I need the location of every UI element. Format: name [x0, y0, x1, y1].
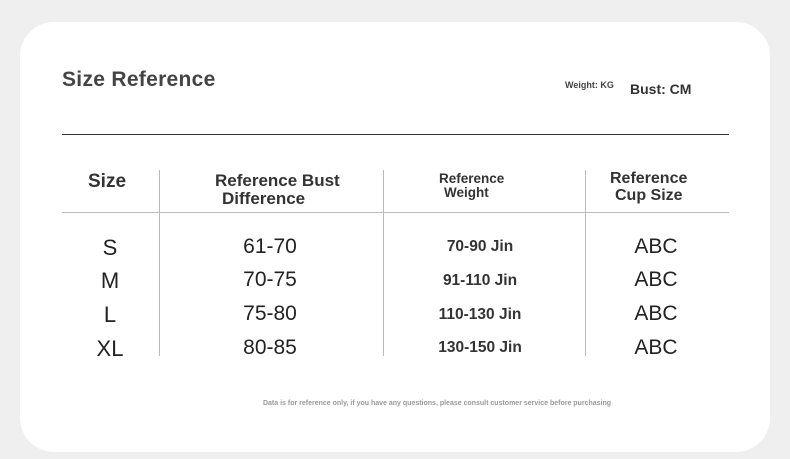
cell-weight: 110-130 Jin: [438, 306, 522, 323]
cell-cup: ABC: [634, 235, 678, 258]
header-reference-weight: [439, 172, 504, 200]
column-divider: [383, 170, 384, 356]
header-bust-line2: Difference: [222, 188, 306, 208]
header-cup-line2: Cup Size: [615, 186, 683, 204]
cell-size: L: [103, 302, 117, 327]
cell-size: S: [102, 235, 118, 260]
cell-weight: 70-90 Jin: [446, 238, 514, 255]
header-bust-line1: Reference Bust: [215, 171, 340, 190]
cell-weight: 91-110 Jin: [442, 272, 518, 289]
bust-unit-label: Bust: CM: [630, 81, 692, 97]
header-size: Size: [88, 171, 127, 192]
cell-cup: ABC: [634, 302, 678, 325]
cell-bust: 80-85: [243, 336, 297, 359]
cell-size: XL: [96, 336, 124, 361]
cell-bust: 75-80: [243, 302, 297, 325]
cell-bust: 70-75: [243, 268, 297, 291]
column-divider: [159, 170, 160, 356]
header-weight-line2: Weight: [444, 185, 489, 201]
title-divider: [62, 134, 729, 135]
header-cup-line1: Reference: [610, 170, 688, 187]
weight-unit-label: Weight: KG: [565, 80, 614, 90]
cell-size: M: [100, 268, 120, 293]
footnote: Data is for reference only, if you have any questions, please consult customer service before purchasing: [262, 400, 612, 407]
column-divider: [585, 170, 586, 356]
page-title: Size Reference: [62, 68, 216, 91]
header-reference-cup-size: [610, 171, 687, 205]
header-reference-bust: [215, 172, 340, 208]
header-divider: [62, 212, 729, 213]
cell-cup: ABC: [634, 268, 678, 291]
header-weight-line1: Reference: [439, 171, 505, 186]
cell-weight: 130-150 Jin: [438, 339, 522, 356]
cell-cup: ABC: [634, 336, 678, 359]
cell-bust: 61-70: [243, 235, 297, 258]
